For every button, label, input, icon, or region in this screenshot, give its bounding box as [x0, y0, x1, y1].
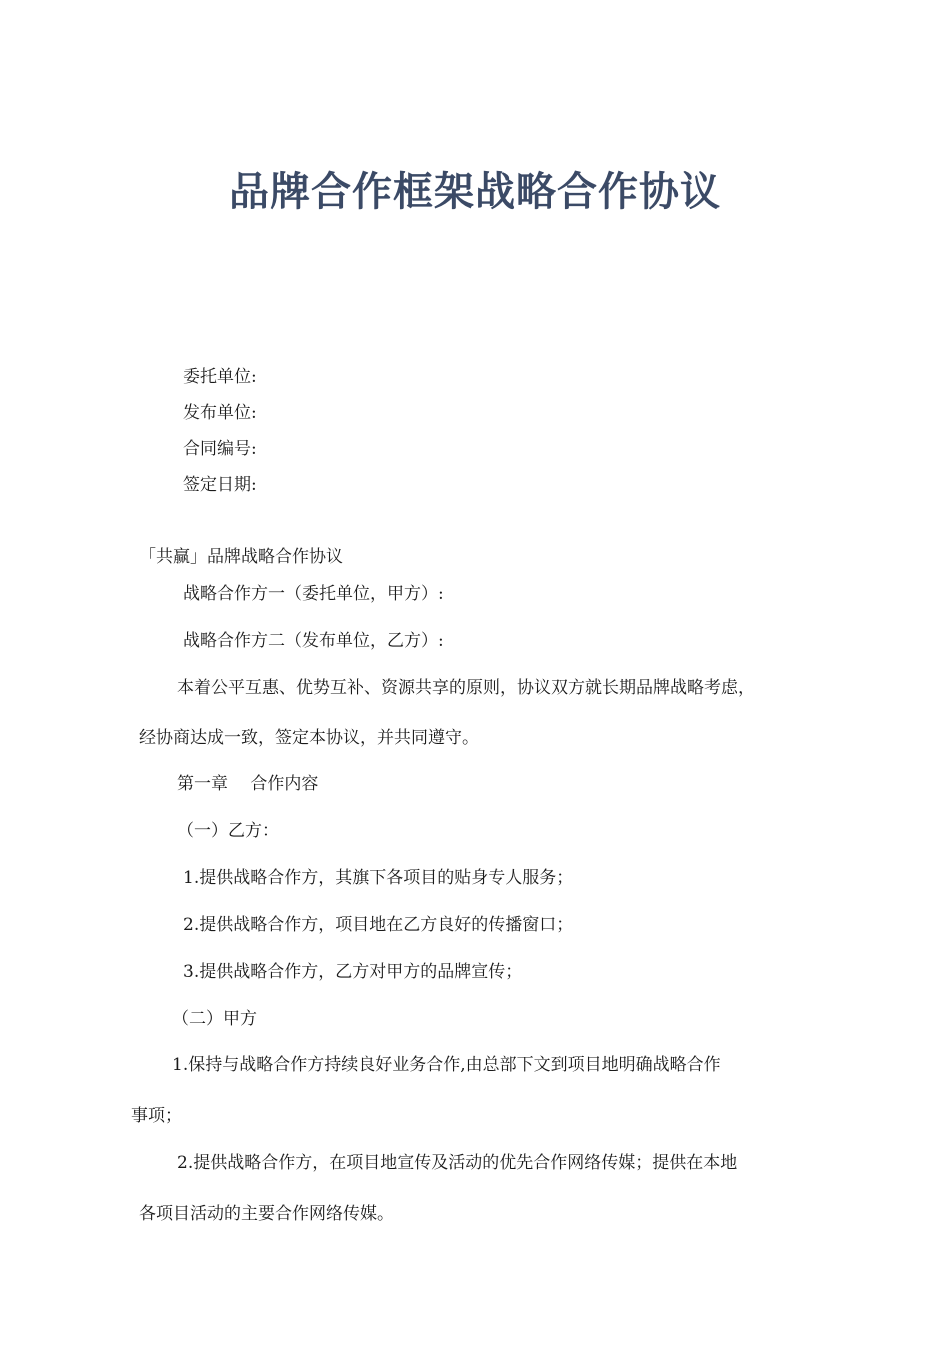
agreement-subtitle: 「共赢」品牌战略合作协议 — [139, 547, 343, 567]
party-b-item-3: 3.提供战略合作方，乙方对甲方的品牌宣传； — [183, 962, 523, 982]
party-one-label: 战略合作方一（委托单位，甲方）: — [183, 584, 444, 604]
contract-number-label: 合同编号: — [183, 439, 257, 459]
chapter-one-heading: 第一章 合作内容 — [177, 774, 319, 794]
party-b-item-1: 1.提供战略合作方，其旗下各项目的贴身专人服务； — [183, 868, 574, 888]
intro-paragraph-line1: 本着公平互惠、优势互补、资源共享的原则，协议双方就长期品牌战略考虑， — [177, 678, 755, 698]
section-party-b-heading: （一）乙方： — [177, 821, 279, 841]
party-b-item-2: 2.提供战略合作方，项目地在乙方良好的传播窗口； — [183, 915, 574, 935]
party-a-item-2-line1: 2.提供战略合作方，在项目地宣传及活动的优先合作网络传媒；提供在本地 — [177, 1153, 738, 1173]
publisher-unit-label: 发布单位: — [183, 403, 257, 423]
party-two-label: 战略合作方二（发布单位，乙方）: — [183, 631, 444, 651]
party-a-item-1-line2: 事项； — [131, 1106, 182, 1126]
party-a-item-2-line2: 各项目活动的主要合作网络传媒。 — [139, 1204, 394, 1224]
intro-paragraph-line2: 经协商达成一致，签定本协议，并共同遵守。 — [139, 728, 479, 748]
sign-date-label: 签定日期: — [183, 475, 257, 495]
party-a-item-1-line1: 1.保持与战略合作方持续良好业务合作,由总部下文到项目地明确战略合作 — [172, 1055, 721, 1075]
document-title: 品牌合作框架战略合作协议 — [229, 169, 721, 215]
client-unit-label: 委托单位: — [183, 367, 257, 387]
section-party-a-heading: （二）甲方 — [172, 1009, 257, 1029]
